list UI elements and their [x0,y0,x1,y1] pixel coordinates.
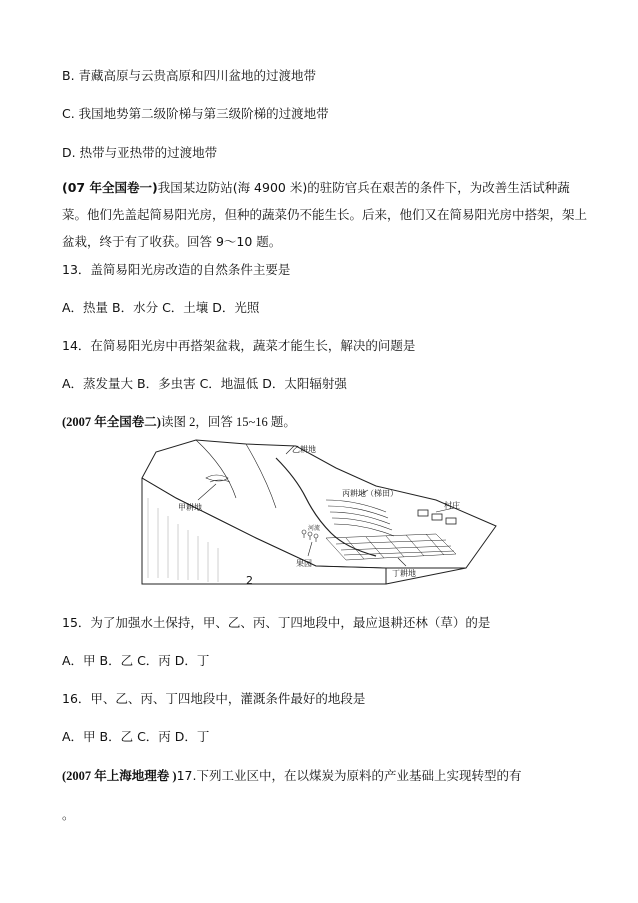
label-ding: 丁耕地 [392,569,416,578]
option-c: C. 我国地势第二级阶梯与第三级阶梯的过渡地带 [62,106,329,121]
label-orchard: 果园 [296,559,312,568]
q17 [62,766,598,786]
figure-caption: 2 [246,574,253,586]
option-d: D. 热带与亚热带的过渡地带 [62,145,218,160]
label-jia: 甲耕地 [178,503,202,512]
river-valley [276,458,376,556]
village [418,510,456,524]
label-village: 村庄 [444,501,460,510]
option-b: B. 青藏高原与云贵高原和四川盆地的过渡地带 [62,68,317,83]
q13-options: A．热量 B．水分 C．土壤 D．光照 [62,300,260,315]
passage-2-source: (2007 年全国卷二) [62,415,161,429]
passage-2-text: 读图 2，回答 15~16 题。 [160,415,296,429]
q13-stem: 13．盖简易阳光房改造的自然条件主要是 [62,262,291,277]
q17-source: (2007 年上海地理卷 ) [62,769,177,783]
label-bing: 丙耕地（梯田） [342,489,398,498]
passage-1-source: (07 年全国卷一) [62,180,158,195]
q14-stem: 14．在简易阳光房中再搭架盆栽，蔬菜才能生长，解决的问题是 [62,338,416,353]
passage-2 [62,412,598,432]
terrain-block-diagram [136,438,502,586]
label-yi: 乙耕地 [292,445,316,454]
label-river: 河流 [308,525,321,532]
field-grid [326,534,456,560]
field-jia [206,475,230,482]
q17-text: 17.下列工业区中，在以煤炭为原料的产业基础上实现转型的有 [176,768,522,783]
q16-options: A．甲 B．乙 C．丙 D．丁 [62,729,210,744]
q14-options: A．蒸发量大 B．多虫害 C．地温低 D．太阳辐射强 [62,376,347,391]
q15-stem: 15．为了加强水土保持，甲、乙、丙、丁四地段中，最应退耕还林（草）的是 [62,615,491,630]
q17-tail: 。 [62,807,75,822]
terraces [326,500,394,536]
q15-options: A．甲 B．乙 C．丙 D．丁 [62,653,210,668]
q16-stem: 16．甲、乙、丙、丁四地段中，灌溉条件最好的地段是 [62,691,366,706]
passage-1 [62,174,592,255]
passage-1-text: 我国某边防站(海 4900 米)的驻防官兵在艰苦的条件下，为改善生活试种蔬菜。他们先盖起简易阳光房，但种的蔬菜仍不能生长。后来，他们又在简易阳光房中搭架，架上盆栽，终于有了收获。回答 9～10 题。 [62,180,588,249]
